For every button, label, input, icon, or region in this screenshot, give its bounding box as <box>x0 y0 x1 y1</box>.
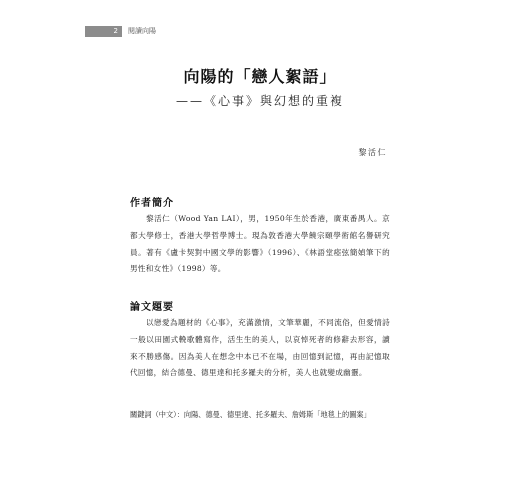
abstract-heading: 論文題要 <box>130 302 174 313</box>
book-title: 閱讀向陽 <box>128 27 156 35</box>
article-subtitle: ——《心事》與幻想的重複 <box>175 94 344 108</box>
page-number: 2 <box>85 26 122 37</box>
abstract-paragraph: 以戀愛為題材的《心事》，充滿激情，文筆華麗，不同流俗，但愛情詩一般以田園式輓歌體寫作，活生生的美人，以哀悼死者的修辭去形容，讀來不勝感傷。因為美人在想念中本已不在場，由回憶到記憶，再由記憶取代回憶，結合德曼、德里達和托多羅夫的分析，美人也就變成幽靈。 <box>130 318 390 378</box>
keywords-text: 向陽、德曼、德里達、托多羅夫、詹姆斯「地毯上的圖案」 <box>183 410 371 419</box>
author-name: 黎活仁 <box>358 148 387 157</box>
author-intro-heading: 作者簡介 <box>130 198 174 209</box>
author-intro-paragraph: 黎活仁（Wood Yan LAI），男，1950年生於香港，廣東番禺人。京都大學修士，香港大學哲學博士。現為敦香港大學饒宗頤學術館名譽研究員。著有《盧卡契對中國文學的影響》（1996）、《林語堂瘂弦簡媜筆下的男性和女性》（1998）等。 <box>130 214 390 274</box>
keywords <box>130 408 390 421</box>
keywords-label: 關鍵詞（中文）： <box>130 410 184 419</box>
running-header <box>85 26 156 37</box>
article-title: 向陽的「戀人絮語」 <box>183 67 337 86</box>
